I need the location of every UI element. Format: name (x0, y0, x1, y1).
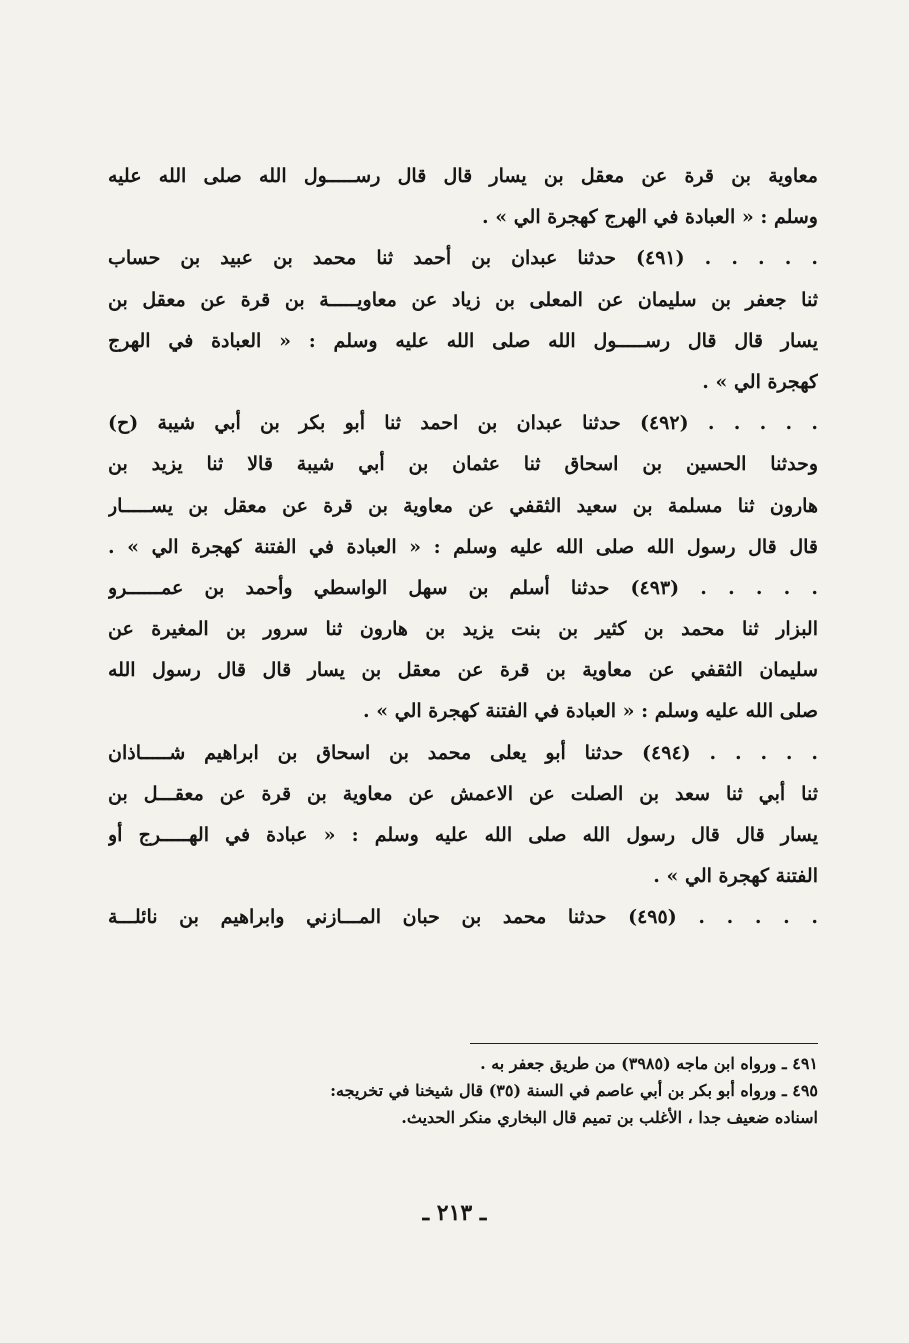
text-line: . . . . . (٤٩٥) حدثنا محمد بن حبان المـــازني وابراهيم بن نائلـــة (108, 906, 818, 929)
footnote-line: اسناده ضعيف جدا ، الأغلب بن تميم قال البخاري منكر الحديث. (401, 1108, 818, 1127)
main-text-block (108, 156, 818, 939)
text-line: يسار قال قال رســـــول الله صلى الله عليه وسلم : « العبادة في الهرج (108, 329, 818, 352)
footnote-divider (470, 1043, 818, 1044)
text-line: ثنا أبي ثنا سعد بن الصلت عن الاعمش عن معاوية بن قرة عن معقـــل بن (108, 782, 818, 805)
text-line: . . . . . (٤٩٣) حدثنا أسلم بن سهل الواسطي وأحمد بن عمــــــرو (108, 576, 818, 599)
text-line: . . . . . (٤٩٤) حدثنا أبو يعلى محمد بن اسحاق بن ابراهيم شـــــاذان (108, 741, 818, 764)
footnotes-block (108, 1050, 818, 1131)
text-line: الفتنة كهجرة الي » . (653, 865, 818, 888)
text-line: . . . . . (٤٩٢) حدثنا عبدان بن احمد ثنا أبو بكر بن أبي شيبة (ح) (108, 412, 818, 435)
text-line: قال قال رسول الله صلى الله عليه وسلم : « العبادة في الفتنة كهجرة الي » . (108, 535, 818, 558)
page-number: ـ ٢١٣ ـ (422, 1200, 487, 1226)
text-line: هارون ثنا مسلمة بن سعيد الثقفي عن معاوية بن قرة عن معقل بن يســـــار (108, 494, 818, 517)
text-line: معاوية بن قرة عن معقل بن يسار قال قال رســـــول الله صلى الله عليه (108, 165, 818, 187)
text-line: يسار قال قال رسول الله صلى الله عليه وسلم : « عبادة في الهـــــرج أو (108, 824, 818, 846)
text-line: . . . . . (٤٩١) حدثنا عبدان بن أحمد ثنا محمد بن عبيد بن حساب (108, 247, 818, 270)
text-line: البزار ثنا محمد بن كثير بن بنت يزيد بن هارون ثنا سرور بن المغيرة عن (108, 618, 818, 641)
text-line: وحدثنا الحسين بن اسحاق ثنا عثمان بن أبي شيبة قالا ثنا يزيد بن (108, 453, 818, 476)
text-line: صلى الله عليه وسلم : « العبادة في الفتنة كهجرة الي » . (363, 700, 818, 723)
footnote-line: ٤٩١ ـ ورواه ابن ماجه (٣٩٨٥) من طريق جعفر به . (480, 1054, 818, 1073)
footnote-line: ٤٩٥ ـ ورواه أبو بكر بن أبي عاصم في السنة (٣٥) قال شيخنا في تخريجه: (330, 1081, 818, 1100)
text-line: سليمان الثقفي عن معاوية بن قرة عن معقل بن يسار قال قال رسول الله (108, 659, 818, 682)
text-line: كهجرة الي » . (702, 370, 818, 393)
text-line: وسلم : « العبادة في الهرج كهجرة الي » . (481, 206, 818, 229)
text-line: ثنا جعفر بن سليمان عن المعلى بن زياد عن معاويـــــة بن قرة عن معقل بن (108, 288, 818, 311)
